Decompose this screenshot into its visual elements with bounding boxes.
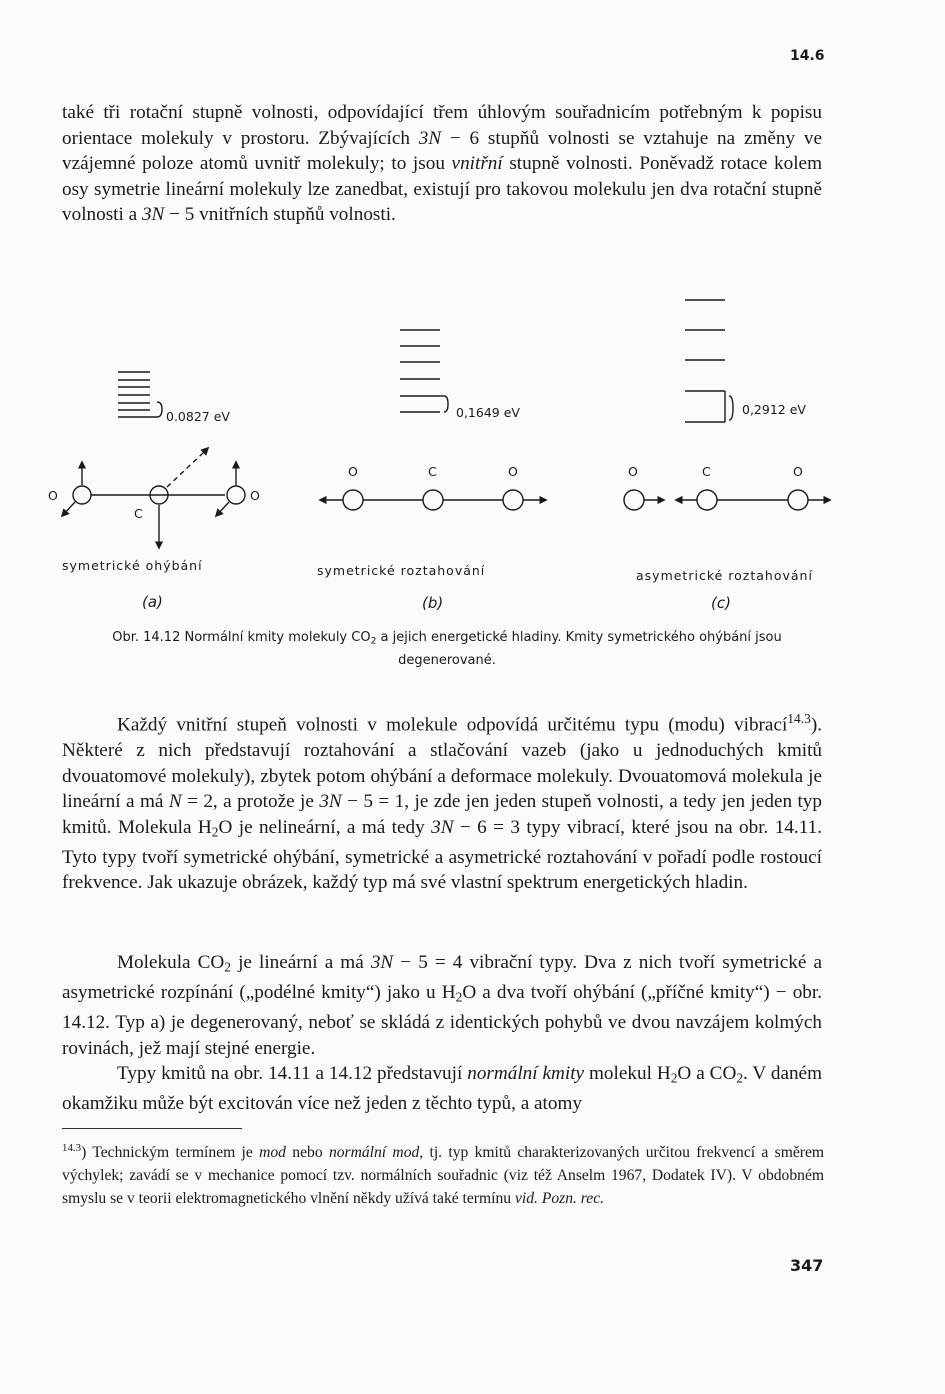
molecule-sym-stretch-b	[320, 490, 546, 510]
text-run: . V daném okamžiku může být excitován více než jeden z těchto typů, a atomy	[62, 1063, 823, 1114]
emphasis: vid. Pozn. rec.	[514, 1190, 605, 1207]
atom-label-o: O	[628, 464, 638, 479]
subscript: 2	[370, 636, 377, 647]
text-run: = 2, a protože je	[181, 791, 320, 813]
text-run: ) Technickým termínem je	[81, 1144, 260, 1161]
text-run: − 5 = 1, je zde jen jeden stupeň volnosti, a tedy jen jeden typ kmitů. Molekula H	[62, 791, 822, 838]
math-var: 3N	[431, 816, 454, 838]
paragraph-normal-modes	[62, 1061, 822, 1117]
text-run: O je nelineární, a má tedy	[218, 816, 432, 838]
footnote-ref: 14.3	[787, 711, 811, 726]
math-var: 3N	[370, 952, 394, 973]
text-run: stupně volnosti. Poněvadž rotace kolem osy symetrie lineární molekuly lze zanedbat, existují pro takovou molekulu jen dva rotační stupně volnosti a	[62, 153, 822, 226]
paragraph-co2	[62, 950, 822, 1061]
text-run: − 5 vnitřních stupňů volnosti.	[164, 204, 396, 226]
subscript: 2	[211, 824, 219, 840]
footnote-marker: 14.3	[62, 1142, 82, 1154]
energy-label-a: 0.0827 eV	[166, 409, 230, 424]
subfigure-letter-a: (a)	[142, 593, 163, 611]
subscript: 2	[736, 1070, 744, 1086]
mode-label-a: symetrické ohýbání	[62, 558, 203, 573]
atom-label-c: C	[134, 506, 143, 521]
atom-label-c: C	[702, 464, 711, 479]
text-run: − 6 stupňů volnosti se vztahuje na změny ve vzájemné poloze atomů uvnitř molekuly; to jsou	[62, 127, 822, 175]
math-var: 3N	[319, 791, 342, 813]
energy-label-b: 0,1649 eV	[456, 405, 520, 420]
emphasis: normální mod	[328, 1144, 420, 1161]
atom-label-o: O	[48, 488, 58, 503]
molecule-bending-a	[62, 448, 245, 548]
text-run: , tj. typ kmitů charakterizovaných určitou frekvencí a směrem výchylek; zavádí se v mechanice pomocí tzv. normálních souřadnic (viz též Anselm 1967, Dodatek IV). V obdobném smyslu se v teorii elektromagnetického vlnění někdy užívá také termínu	[62, 1144, 824, 1207]
text-run: nebo	[285, 1144, 329, 1161]
math-var: N	[168, 791, 182, 813]
atom-label-c: C	[428, 464, 437, 479]
subscript: 2	[224, 959, 231, 975]
subfigure-letter-c: (c)	[711, 594, 731, 612]
subfigure-letter-b: (b)	[422, 594, 444, 612]
text-run: molekul H	[584, 1063, 671, 1084]
paragraph-vibration-modes	[62, 706, 822, 896]
math-var: 3N	[418, 127, 442, 149]
paragraph-intro	[62, 100, 822, 228]
text-run: a jejich energetické hladiny. Kmity symetrického ohýbání jsou degenerované.	[376, 630, 782, 669]
energy-label-c: 0,2912 eV	[742, 402, 806, 417]
subscript: 2	[670, 1070, 678, 1086]
text-run: Každý vnitřní stupeň volnosti v molekule odpovídá určitému typu (modu) vibrací	[117, 714, 788, 736]
section-number: 14.6	[790, 48, 825, 64]
text-run: Molekula CO	[117, 952, 225, 973]
emphasis: normální kmity	[467, 1063, 585, 1084]
text-run: Obr. 14.12 Normální kmity molekuly CO	[112, 630, 371, 645]
energy-levels-c	[685, 300, 733, 422]
emphasis: mod	[259, 1144, 286, 1161]
molecule-asym-stretch-c	[624, 490, 830, 510]
energy-levels-b	[400, 330, 448, 412]
mode-label-b: symetrické roztahování	[317, 563, 486, 578]
text-run: ). Některé z nich představují roztahování a stlačování vazeb (jako u jednoduchých kmitů dvouatomové molekuly), zbytek potom ohýbání a deformace molekuly. Dvouatomová molekula je lineární a má	[62, 714, 822, 813]
atom-label-o: O	[793, 464, 803, 479]
math-var: 3N	[141, 204, 165, 226]
atom-label-o: O	[250, 488, 260, 503]
text-run: také tři rotační stupně volnosti, odpovídající třem úhlovým souřadnicím potřebným k popisu orientace molekuly v prostoru. Zbývajících	[62, 102, 822, 149]
mode-label-c: asymetrické roztahování	[636, 568, 813, 583]
atom-label-o: O	[348, 464, 358, 479]
text-run: − 6 = 3 typy vibrací, které jsou na obr. 14.11. Tyto typy tvoří symetrické ohýbání, symetrické a asymetrické roztahování v pořadí podle rostoucí frekvence. Jak ukazuje obrázek, každý typ má své vlastní spektrum energetických hladin.	[62, 816, 822, 894]
subscript: 2	[455, 989, 463, 1005]
energy-levels-a	[118, 372, 162, 417]
footnote-divider	[62, 1128, 242, 1129]
page-number: 347	[790, 1256, 824, 1275]
emphasis: vnitřní	[451, 153, 503, 175]
footnote	[62, 1137, 824, 1210]
text-run: O a CO	[677, 1063, 737, 1084]
co2-normal-modes-figure	[30, 290, 860, 620]
text-run: − 5 = 4 vibrační typy. Dva z nich tvoří symetrické a asymetrické rozpínání („podélné kmity“) jako u H	[62, 952, 822, 1003]
atom-label-o: O	[508, 464, 518, 479]
text-run: Typy kmitů na obr. 14.11 a 14.12 představují	[117, 1063, 468, 1084]
figure-caption	[62, 628, 832, 671]
text-run: O a dva tvoří ohýbání („příčné kmity“) − obr. 14.12. Typ a) je degenerovaný, neboť se skládá z identických pohybů ve dvou navzájem kolmých rovinách, jež mají stejné energie.	[62, 981, 823, 1059]
text-run: je lineární a má	[231, 952, 371, 973]
